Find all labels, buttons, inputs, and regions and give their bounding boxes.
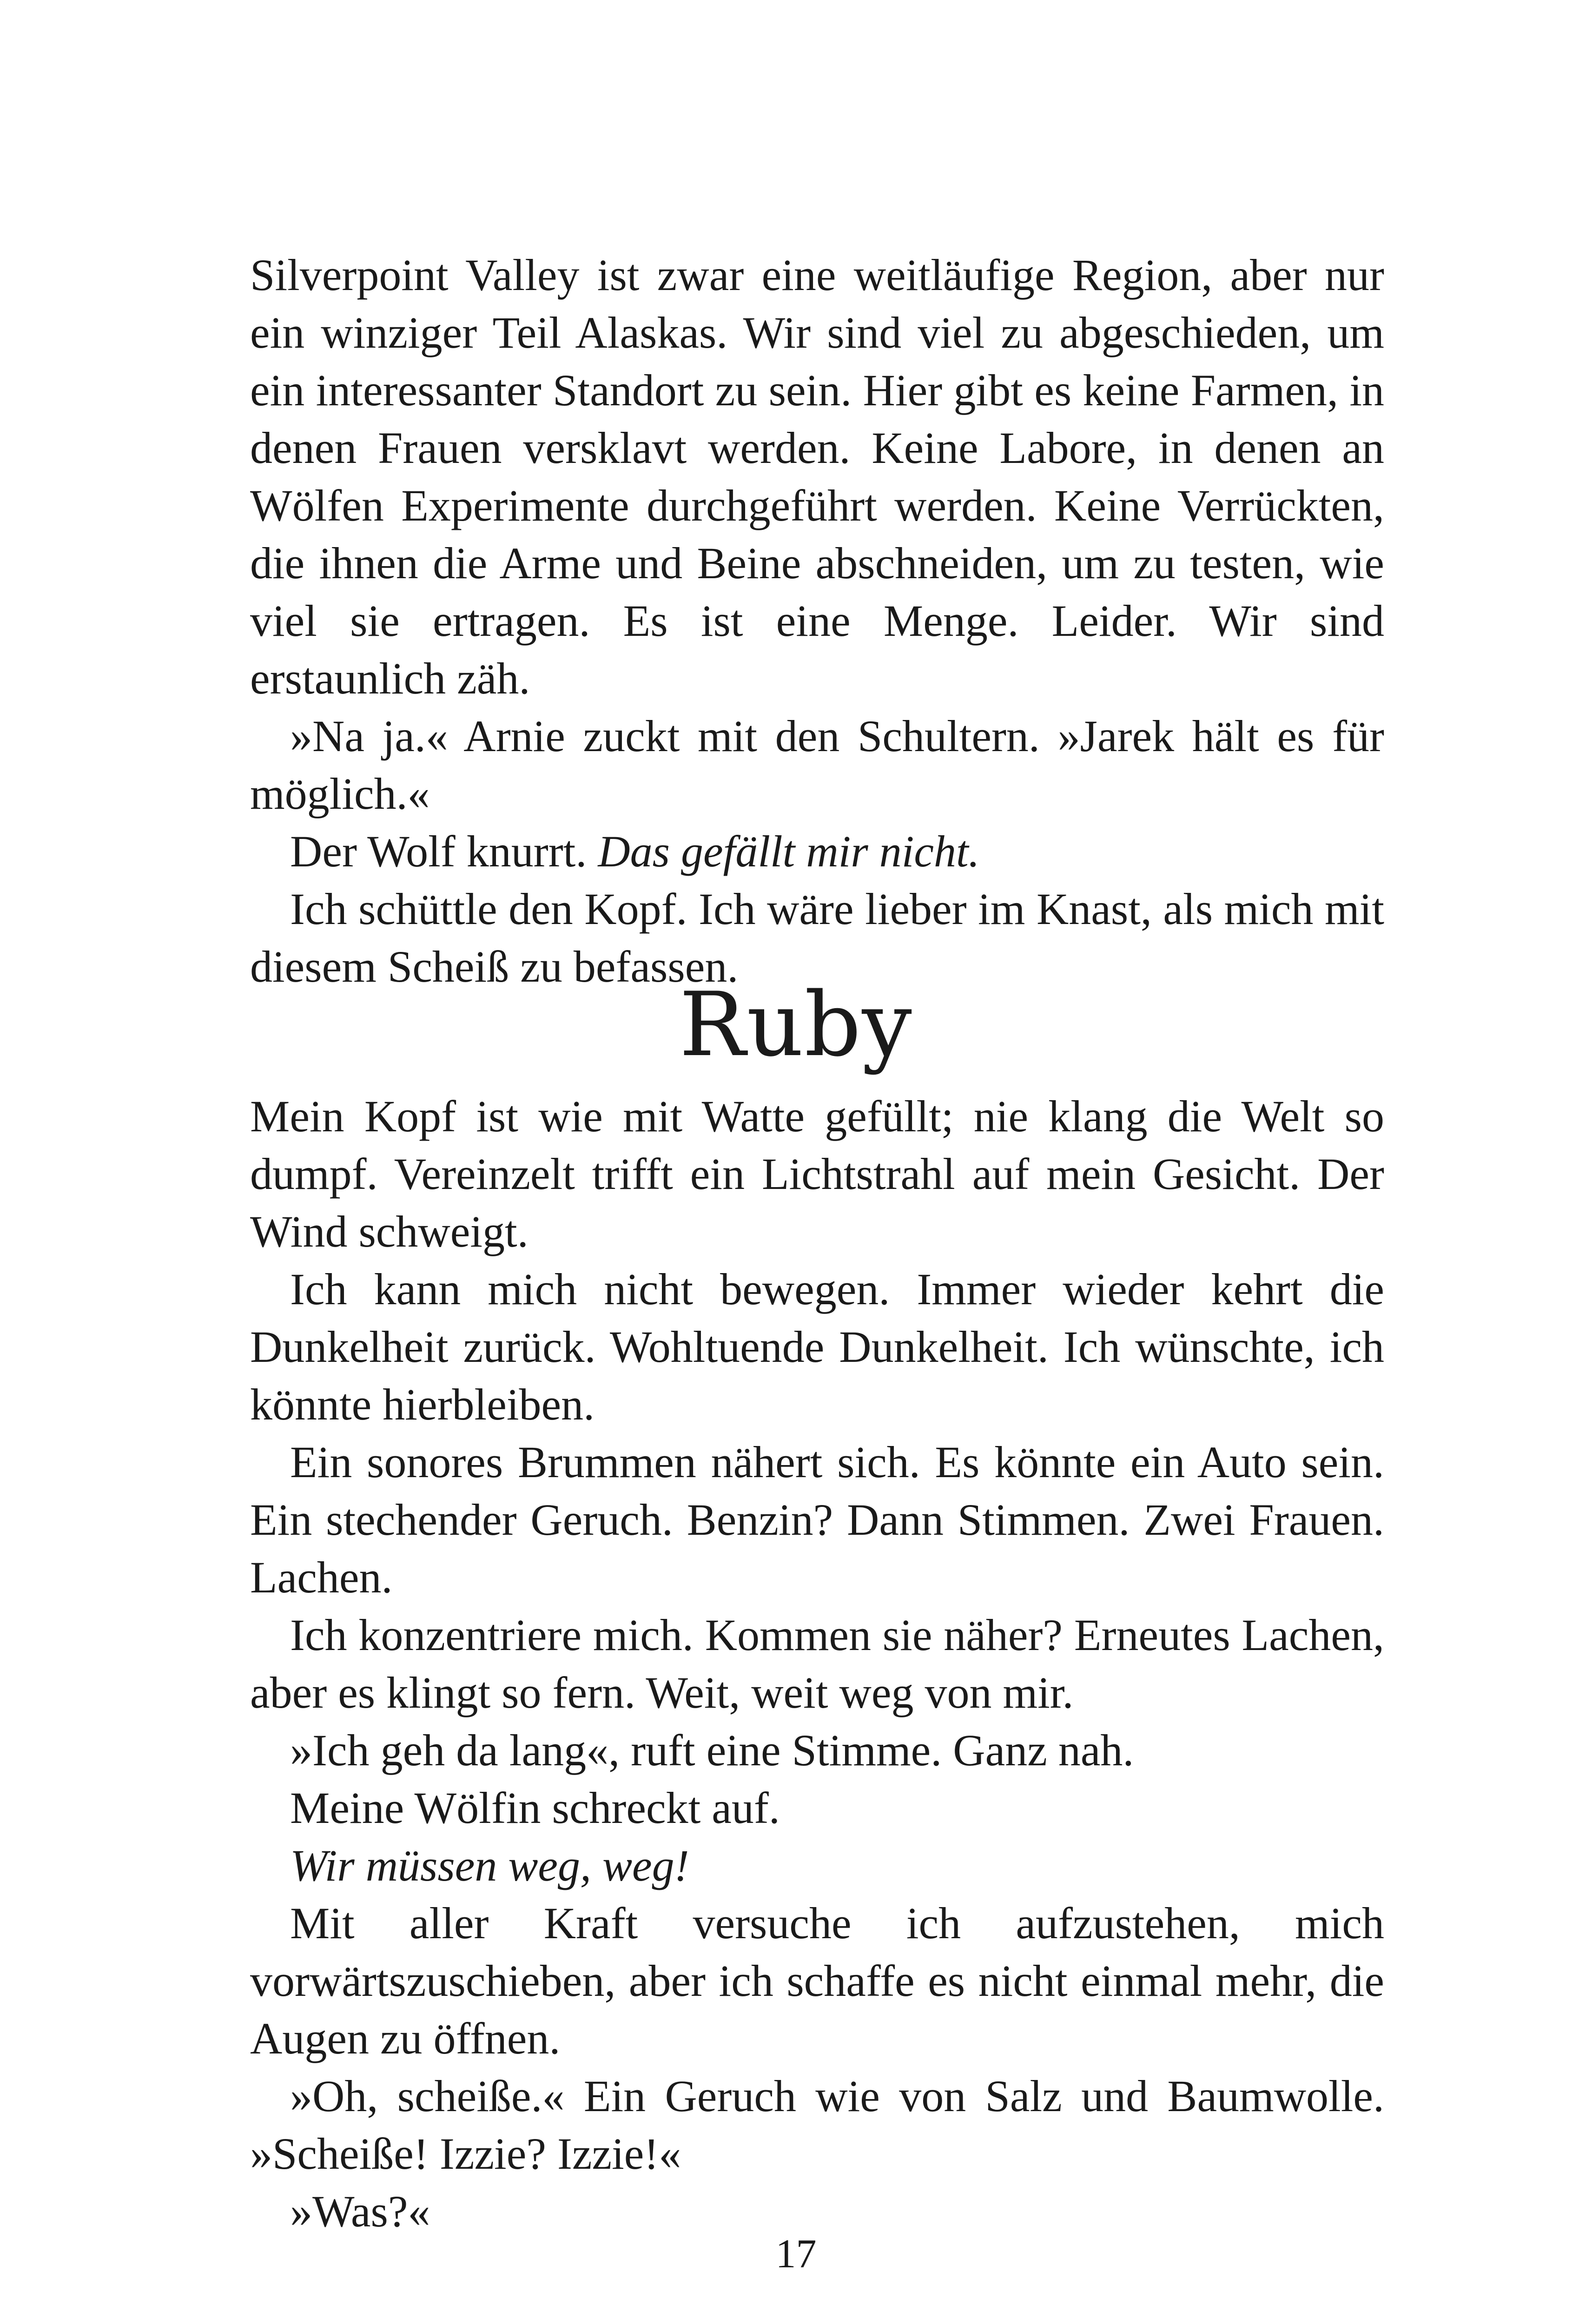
paragraph: »Oh, scheiße.« Ein Geruch wie von Salz und Baumwolle. »Scheiße! Izzie? Izzie!«: [250, 2071, 1384, 2179]
page-number: 17: [775, 2232, 817, 2277]
paragraph: Ein sonores Brummen nähert sich. Es könnte ein Auto sein. Ein stechender Geruch. Benzin? Dann Stimmen. Zwei Frauen. Lachen.: [250, 1437, 1384, 1602]
body-text-section-two: [250, 1088, 1384, 2240]
paragraph: Mit aller Kraft versuche ich aufzustehen, mich vorwärtszuschieben, aber ich schaffe es nicht einmal mehr, die Augen zu öffnen.: [250, 1898, 1384, 2063]
paragraph: »Was?«: [290, 2186, 430, 2236]
paragraph: »Ich geh da lang«, ruft eine Stimme. Ganz nah.: [290, 1725, 1134, 1775]
paragraph-wolf-growls: [250, 823, 1384, 880]
italic-thought: Das gefällt mir nicht.: [598, 826, 980, 876]
paragraph: »Na ja.« Arnie zuckt mit den Schultern. »Jarek hält es für möglich.«: [250, 711, 1384, 819]
chapter-title: Ruby: [679, 973, 913, 1076]
paragraph: Mein Kopf ist wie mit Watte gefüllt; nie klang die Welt so dumpf. Vereinzelt trifft ein Lichtstrahl auf mein Gesicht. Der Wind schweigt.: [250, 1091, 1384, 1256]
paragraph: Ich schüttle den Kopf. Ich wäre lieber im Knast, als mich mit diesem Scheiß zu befassen.: [250, 884, 1384, 991]
paragraph: Ich konzentriere mich. Kommen sie näher? Erneutes Lachen, aber es klingt so fern. Weit, weit weg von mir.: [250, 1610, 1384, 1717]
body-text-section-one: [250, 246, 1384, 996]
paragraph: Meine Wölfin schreckt auf.: [290, 1783, 780, 1833]
paragraph: Silverpoint Valley ist zwar eine weitläufige Region, aber nur ein winziger Teil Alaskas. Wir sind viel zu abgeschieden, um ein interessanter Standort zu sein. Hier gibt es keine Farmen, in denen Frauen versklavt werden. Keine Labore, in denen an Wölfen Experimente durchgeführt werden. Keine Verrückten, die ihnen die Arme und Beine abschneiden, um zu testen, wie viel sie ertragen. Es ist eine Menge. Leider. Wir sind erstaunlich zäh.: [250, 250, 1384, 703]
italic-thought: Wir müssen weg, weg!: [290, 1841, 689, 1890]
paragraph: Ich kann mich nicht bewegen. Immer wieder kehrt die Dunkelheit zurück. Wohltuende Dunkelheit. Ich wünschte, ich könnte hierbleiben.: [250, 1264, 1384, 1429]
paragraph-italic: [250, 1837, 1384, 1895]
paragraph-text: Der Wolf knurrt.: [290, 826, 598, 876]
